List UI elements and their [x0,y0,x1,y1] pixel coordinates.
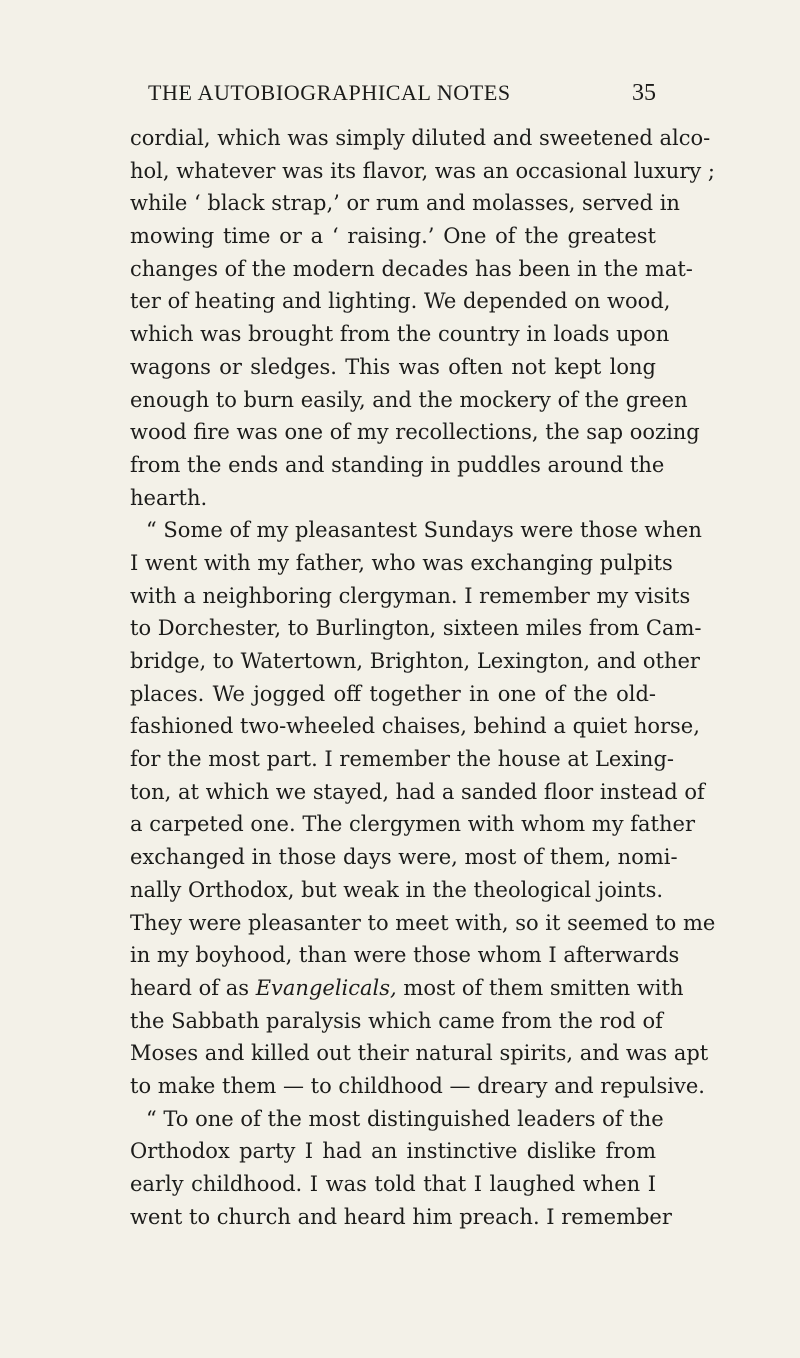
text-line: fashioned two-wheeled chaises, behind a quiet horse, [130,714,700,739]
text-line: hearth. [130,485,208,510]
text-line: “ To one of the most distinguished leaders of the [146,1106,664,1131]
text-line: while ‘ black strap,’ or rum and molasses, served in [130,191,680,216]
text-segment: most of them smitten with [403,975,684,1000]
text-line: wagons or sledges. This was often not kept long [130,354,656,379]
text-line: enough to burn easily, and the mockery of the green [130,387,688,412]
text-line: which was brought from the country in loads upon [130,322,670,347]
text-line: early childhood. I was told that I laughed when I [130,1172,656,1196]
text-segment: heard of as [130,975,250,1000]
running-title: THE AUTOBIOGRAPHICAL NOTES [148,80,511,105]
text-line: wood fire was one of my recollections, the sap oozing [130,420,700,445]
text-line: to make them — to childhood — dreary and repulsive. [130,1073,705,1098]
running-head [130,80,656,110]
text-line: with a neighboring clergyman. I remember my visits [130,583,691,608]
text-line: in my boyhood, than were those whom I afterwards [130,943,680,968]
text-line: ton, at which we stayed, had a sanded floor instead of [130,779,705,804]
text-line: I went with my father, who was exchanging pulpits [130,550,673,575]
text-line: bridge, to Watertown, Brighton, Lexington, and other [130,649,700,673]
text-line: They were pleasanter to meet with, so it seemed to me [130,910,716,935]
text-line: a carpeted one. The clergymen with whom my father [130,812,695,837]
text-line: places. We jogged off together in one of the old- [130,681,656,706]
text-line: changes of the modern decades has been in the mat- [130,256,693,281]
text-line: went to church and heard him preach. I remember [130,1204,672,1229]
text-line: the Sabbath paralysis which came from the rod of [130,1008,663,1033]
text-line: cordial, which was simply diluted and sweetened alco- [130,126,711,150]
text-line: “ Some of my pleasantest Sundays were those when [146,518,702,543]
page-number: 35 [632,80,656,106]
text-line: from the ends and standing in puddles around the [130,452,665,477]
text-line: nally Orthodox, but weak in the theological joints. [130,877,664,902]
text-line: Moses and killed out their natural spirits, and was apt [130,1041,709,1066]
text-line: to Dorchester, to Burlington, sixteen miles from Cam- [130,616,702,641]
text-line: exchanged in those days were, most of them, nomi- [130,845,678,870]
text-line: hol, whatever was its flavor, was an occasional luxury ; [130,158,715,183]
text-line: ter of heating and lighting. We depended on wood, [130,289,671,314]
italic-word: Evangelicals, [255,975,397,1000]
text-line-with-italic [130,972,684,1005]
body-text [130,122,716,1233]
text-line: Orthodox party I had an instinctive dislike from [130,1139,656,1164]
text-line: for the most part. I remember the house at Lexing- [130,747,674,772]
text-line: mowing time or a ‘ raising.’ One of the greatest [130,224,656,249]
